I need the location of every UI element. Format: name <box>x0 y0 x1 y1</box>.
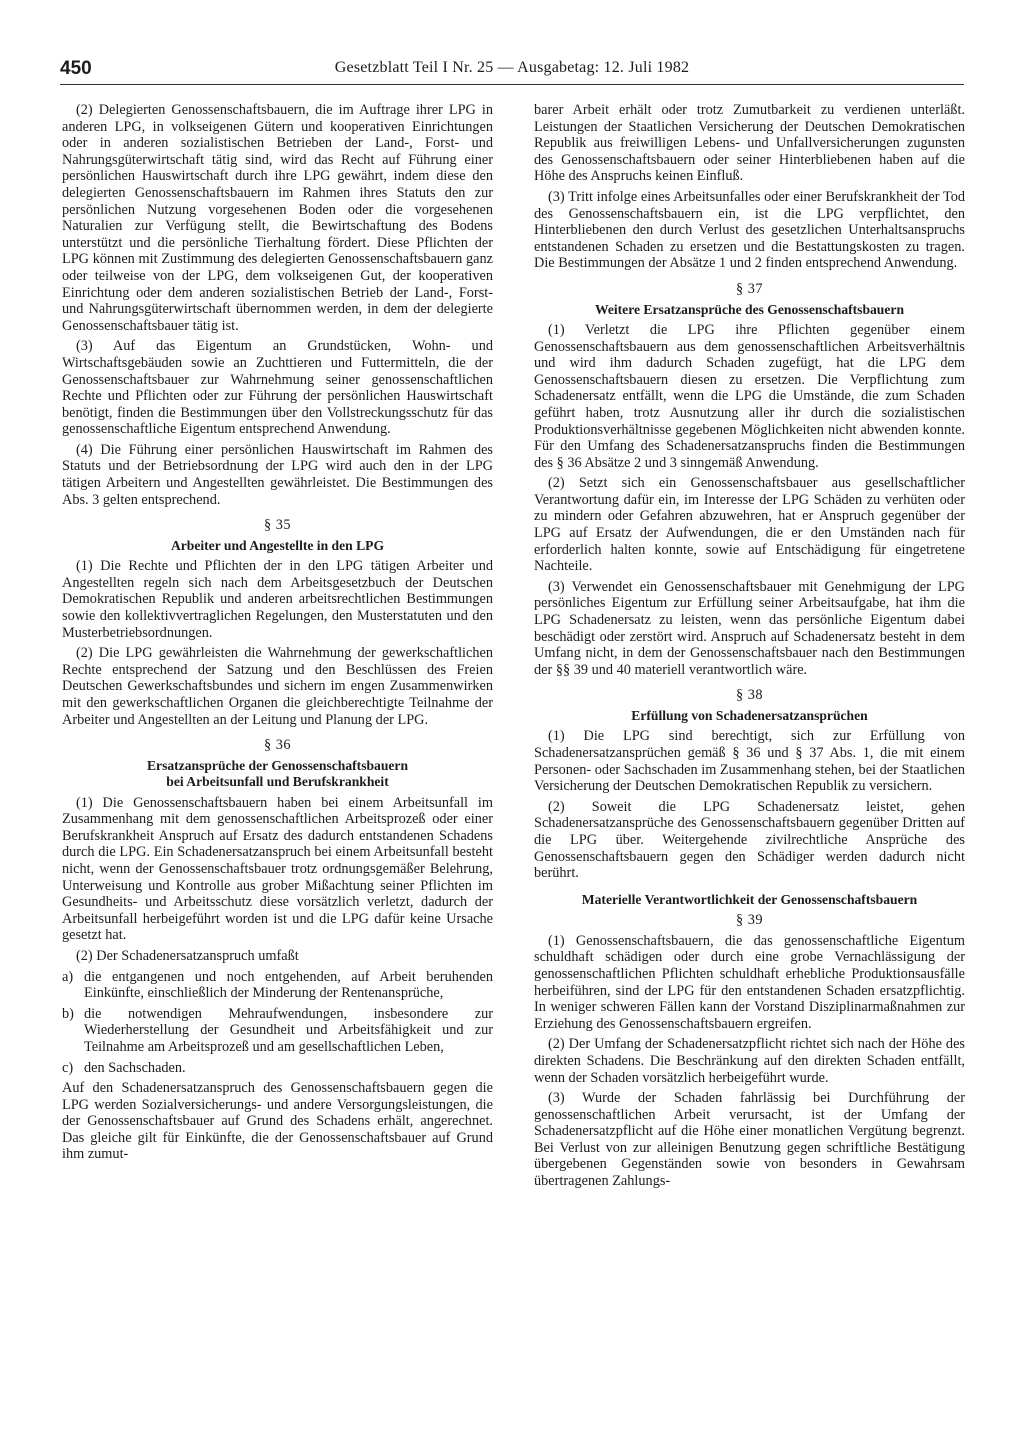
list-text: den Sachschaden. <box>84 1059 186 1076</box>
paragraph: (3) Auf das Eigentum an Grundstücken, Wohn- und Wirtschaftsgebäuden sowie an Zuchttieren und Futtermitteln, die der Genossenschaftsbauer zur Wahrnehmung seiner genossenschaftlichen Rechte und Pflichten oder zur Führung der persönlichen Hauswirtschaft benötigt, finden die Bestimmungen über den Vollstreckungsschutz für das genossenschaftliche Eigentum entsprechend Anwendung. <box>62 338 493 438</box>
list-item <box>62 1006 493 1056</box>
paragraph: (1) Die Genossenschaftsbauern haben bei einem Arbeitsunfall im Zusammenhang mit dem genossenschaftlichen Arbeitsprozeß oder einer Berufskrankheit Anspruch auf Ersatz des dadurch entstandenen Schadens durch die LPG. Ein Schadenersatzanspruch bei einem Arbeitsunfall besteht nicht, wenn der Genossenschaftsbauer trotz ordnungsgemäßer Belehrung, Unterweisung und Kontrolle aus grober Mißachtung seiner Pflichten im Gesundheits- und Arbeitsschutz diese vorsätzlich verletzt, dadurch der Arbeitsunfall herbeigeführt worden ist und die LPG dafür keine Ursache gesetzt hat. <box>62 794 493 944</box>
list-item <box>62 969 493 1002</box>
list-marker: b) <box>62 1005 74 1022</box>
paragraph: (2) Soweit die LPG Schadenersatz leistet, gehen Schadenersatzansprüche des Genossenschaftsbauern gegenüber Dritten auf die LPG über. Weitergehende zivilrechtliche Ansprüche des Genossenschaftsbauern gegen den Schädiger werden dadurch nicht berührt. <box>534 798 965 882</box>
paragraph: (2) Setzt sich ein Genossenschaftsbauer aus gesellschaftlicher Verantwortung dafür ein, im Interesse der LPG Schäden zu verhüten oder zu mindern oder Gefahren abzuwehren, hat er Anspruch gegenüber der LPG auf Ersatz der Aufwendungen, die er den Umständen nach für erforderlich halten konnte, sowie auf Entschädigung für eingetretene Nachteile. <box>534 475 965 575</box>
list-text: die entgangenen und noch entgehenden, auf Arbeit beruhenden Einkünfte, einschließlich der Minderung der Rentenansprüche, <box>84 968 493 1002</box>
section-heading-line: Ersatzansprüche der Genossenschaftsbauern <box>146 757 409 773</box>
section-heading <box>62 758 493 791</box>
section-heading: Weitere Ersatzansprüche des Genossenschaftsbauern <box>595 301 904 317</box>
left-column <box>62 102 493 1167</box>
paragraph: (2) Die LPG gewährleisten die Wahrnehmung der gewerkschaftlichen Rechte entsprechend der Satzung und den Beschlüssen des Freien Deutschen Gewerkschaftsbundes und sichern im engen Zusammenwirken mit den gewerkschaftlichen Organen die gleichberechtigte Teilnahme der Arbeiter und Angestellten an der Leitung und Planung der LPG. <box>62 645 493 728</box>
page-header <box>60 58 964 85</box>
list-text: die notwendigen Mehraufwendungen, insbesondere zur Wiederherstellung der Gesundheit und Arbeitsfähigkeit und zur Teilnahme am Arbeitsprozeß und am gesellschaftlichen Leben, <box>84 1005 493 1055</box>
section-heading: Erfüllung von Schadenersatzansprüchen <box>631 708 868 723</box>
subheading: Materielle Verantwortlichkeit der Genossenschaftsbauern <box>581 891 918 907</box>
paragraph: (2) Der Schadenersatzanspruch umfaßt <box>76 947 299 964</box>
paragraph: (3) Wurde der Schaden fahrlässig bei Durchführung der genossenschaftlichen Arbeit verursacht, ist der Umfang der Schadenersatzpflicht auf die Höhe einer monatlichen Vergütung begrenzt. Bei Verlust von zur alleinigen Benutzung gegen schriftliche Bestätigung übergebenen Gegenständen sowie von besonders in Gewahrsam übertragenen Zahlungs- <box>534 1090 965 1190</box>
list-item <box>62 1060 493 1077</box>
paragraph: (1) Die LPG sind berechtigt, sich zur Erfüllung von Schadenersatzansprüchen gemäß § 36 und § 37 Abs. 1, die mit einem Personen- oder Sachschaden im Zusammenhang stehen, bei der Staatlichen Versicherung der Deutschen Demokratischen Republik zu versichern. <box>534 728 965 795</box>
paragraph: (2) Der Umfang der Schadenersatzpflicht richtet sich nach der Höhe des direkten Schadens. Die Beschränkung auf den direkten Schaden entfällt, wenn der Schaden vorsätzlich herbeigeführt wurde. <box>534 1036 965 1086</box>
paragraph: (1) Die Rechte und Pflichten der in den LPG tätigen Arbeiter und Angestellten regeln sich nach dem Arbeitsgesetzbuch der Deutschen Demokratischen Republik und anderen arbeitsrechtlichen Bestimmungen sowie den kollektivvertraglichen Regelungen, den Musterstatuten und den Musterbetriebsordnungen. <box>62 558 493 641</box>
section-heading: Arbeiter und Angestellte in den LPG <box>170 537 385 553</box>
paragraph: (3) Tritt infolge eines Arbeitsunfalles oder einer Berufskrankheit der Tod des Genossenschaftsbauern ein, ist die LPG verpflichtet, den Hinterbliebenen den durch Verlust des gesetzlichen Unterhaltsanspruchs entstandenen Schaden zu ersetzen und die Bestattungskosten zu tragen. Die Bestimmungen der Absätze 1 und 2 finden entsprechend Anwendung. <box>534 188 965 272</box>
section-number: § 37 <box>735 280 764 297</box>
page-number: 450 <box>60 58 92 79</box>
paragraph: (1) Genossenschaftsbauern, die das genossenschaftliche Eigentum schuldhaft schädigen oder durch eine grobe Vernachlässigung der genossenschaftlichen Pflichten schuldhaft erhebliche Produktionsausfälle herbeiführen, sind der LPG für den entstandenen Schaden ersatzpflichtig. In weniger schweren Fällen kann der Vorstand Disziplinarmaßnahmen zur Erziehung des Genossenschaftsbauern ergreifen. <box>534 932 965 1032</box>
section-number: § 38 <box>735 687 764 704</box>
section-number: § 36 <box>263 737 292 754</box>
paragraph: barer Arbeit erhält oder trotz Zumutbarkeit zu verdienen unterläßt. Leistungen der Staatlichen Versicherung der Deutschen Demokratischen Republik aus freiwilligen Lebens- und Unfallversicherungen zugunsten des Genossenschaftsbauern oder seiner Hinterbliebenen haben auf die Höhe des Anspruchs keinen Einfluß. <box>534 102 965 185</box>
header-title: Gesetzblatt Teil I Nr. 25 — Ausgabetag: 12. Juli 1982 <box>334 59 690 76</box>
paragraph: (1) Verletzt die LPG ihre Pflichten gegenüber einem Genossenschaftsbauern aus dem genossenschaftlichen Arbeitsverhältnis und wird ihm dadurch Schaden zugefügt, hat die LPG dem Genossenschaftsbauern diesen zu ersetzen. Die Verpflichtung zum Schadenersatz entfällt, wenn die LPG die Umstände, die zum Schaden geführt haben, trotz Ausnutzung aller ihr durch die sozialistischen Produktionsverhältnisse gegebenen Möglichkeiten nicht abwenden konnte. Für den Umfang des Schadenersatzanspruchs finden die Bestimmungen des § 36 Absätze 2 und 3 sinngemäß Anwendung. <box>534 321 965 471</box>
paragraph: (4) Die Führung einer persönlichen Hauswirtschaft im Rahmen des Statuts und der Betriebsordnung der LPG wird auch den in der LPG tätigen Arbeitern und Angestellten gewährleistet. Die Bestimmungen des Abs. 3 gelten entsprechend. <box>62 441 493 508</box>
section-number: § 35 <box>263 517 292 534</box>
paragraph: Auf den Schadenersatzanspruch des Genossenschaftsbauern gegen die LPG werden Sozialversicherungs- und andere Versorgungsleistungen, die der Genossenschaftsbauer auf Grund des Schadens erhält, angerechnet. Das gleiche gilt für Einkünfte, die der Genossenschaftsbauer auf Grund ihm zumut- <box>62 1080 493 1163</box>
list-marker: c) <box>62 1059 74 1076</box>
section-heading-line: bei Arbeitsunfall und Berufskrankheit <box>166 774 389 790</box>
section-number: § 39 <box>735 912 764 929</box>
right-column <box>534 102 965 1194</box>
paragraph: (3) Verwendet ein Genossenschaftsbauer mit Genehmigung der LPG persönliches Eigentum zur Erfüllung seiner Arbeitsaufgabe, hat ihm die LPG Schadenersatz zu leisten, wenn das persönliche Eigentum dabei beschädigt oder zerstört wird. Anspruch auf Schadenersatz besteht in dem Umfang nicht, in dem der Genossenschaftsbauer nach den Bestimmungen der §§ 39 und 40 materiell verantwortlich wäre. <box>534 578 965 678</box>
paragraph: (2) Delegierten Genossenschaftsbauern, die im Auftrage ihrer LPG in anderen LPG, in volkseigenen Gütern und kooperativen Einrichtungen oder in anderen sozialistischen Betrieben der Land-, Forst- und Nahrungsgüterwirtschaft tätig sind, wird das Recht auf Führung einer persönlichen Hauswirtschaft durch ihre LPG gewährt, indem diese den delegierten Genossenschaftsbauern im Rahmen ihres Statuts den zur persönlichen Nutzung vorgesehenen Boden oder die vorgesehenen Naturalien zur Verfügung stellt, die Bewirtschaftung des Bodens unterstützt und die persönliche Tierhaltung fördert. Diese Pflichten der LPG können mit Zustimmung des delegierten Genossenschaftsbauern ganz oder teilweise von der LPG, dem volkseigenen Gut, der kooperativen Einrichtung oder dem anderen sozialistischen Betrieb der Land-, Forst- und Nahrungsgüterwirtschaft übernommen werden, in dem der delegierte Genossenschaftsbauer tätig ist. <box>62 102 493 334</box>
list-marker: a) <box>62 968 74 985</box>
